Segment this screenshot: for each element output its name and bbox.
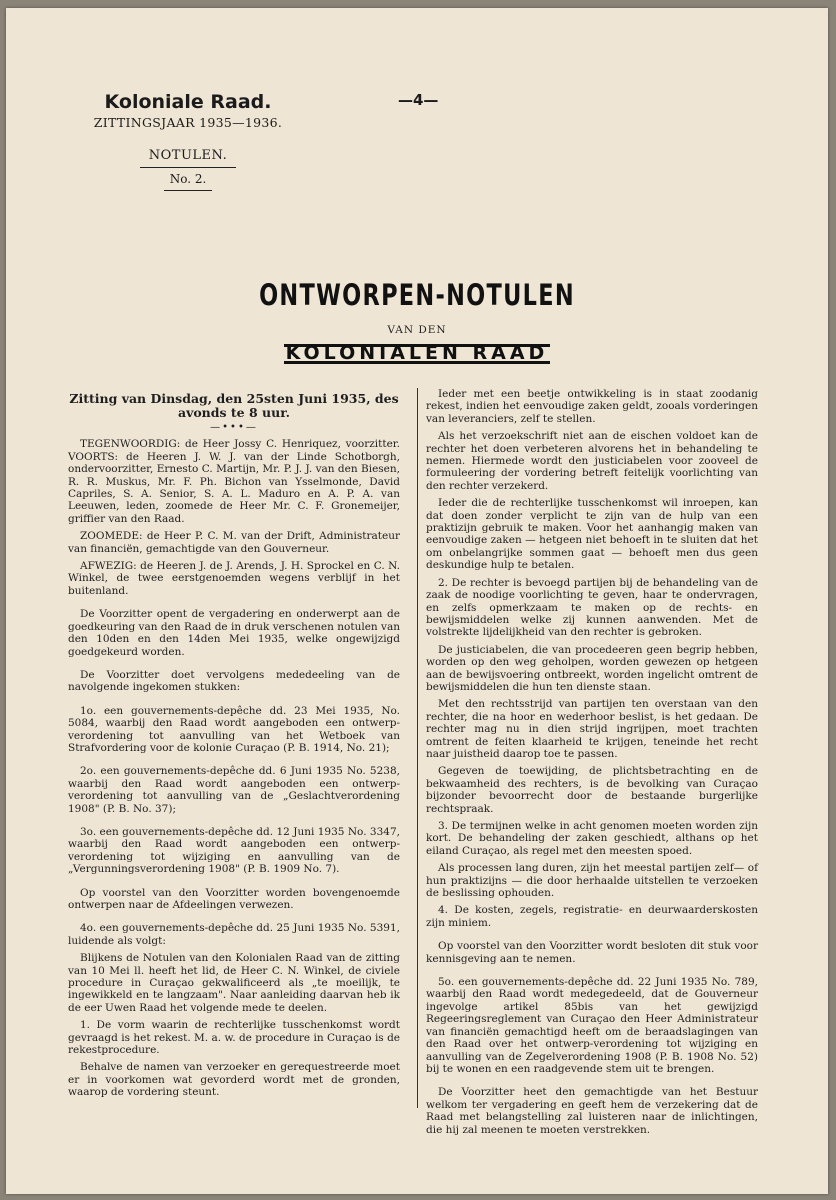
left-column [68, 388, 400, 1104]
issue-number: No. 2. [169, 172, 207, 186]
paragraph: Op voorstel van den Voorzitter wordt besloten dit stuk voor kennisgeving aan te nemen. [426, 940, 758, 965]
session-year: ZITTINGSJAAR 1935—1936. [93, 115, 283, 130]
paragraph: Behalve de namen van verzoeker en gerequestreerde moet er in voorkomen wat gevorderd wordt met de gronden, waarop de vordering steunt. [68, 1061, 400, 1099]
paragraph: Op voorstel van den Voorzitter worden bovengenoemde ontwerpen naar de Afdeelingen verwezen. [68, 886, 400, 911]
paragraph: Als het verzoekschrift niet aan de eischen voldoet kan de rechter het doen verbeteren alvorens het in behandeling te nemen. Hiermede wordt den justiciabelen voor zooveel de formuleering der vordering betreft feitelijk voorlichting van den rechter verzekerd. [426, 430, 758, 492]
paragraph: 5o. een gouvernements-depêche dd. 22 Juni 1935 No. 789, waarbij den Raad wordt medegedeeld, dat de Gouverneur ingevolge artikel 85bis van het gewijzigd Regeeringsreglement van Curaçao den Heer Administrateur van financiën gemachtigd heeft om de beraadslagingen van den Raad over het ontwerp-verordening tot wijziging en aanvulling van de Zegelverordening 1908 (P. B. 1908 No. 52) bij te wonen en een raadgevende stem uit te brengen. [426, 976, 758, 1075]
ornament: —•••— [210, 422, 258, 433]
council-name [6, 342, 828, 364]
paragraph: Ieder die de rechterlijke tusschenkomst wil inroepen, kan dat doen zonder verplicht te zijn van de hulp van een praktizijn gebruik te maken. Voor het aanhangig maken van eenvoudige zaken — hetgeen niet behoeft in te sluiten dat het om onbelangrijke sommen gaat — behoeft men dus geen deskundige hulp te betalen. [426, 497, 758, 572]
title-connector: VAN DEN [387, 324, 447, 336]
paragraph: 2. De rechter is bevoegd partijen bij de behandeling van de zaak de noodige voorlichting te geven, haar te ondervragen, en zelfs opmerkzaam te maken op de rechts- en bewijsmiddelen welke zij kunnen aanwenden. Met de volstrekte lijdelijkheid van den rechter is gebroken. [426, 576, 758, 639]
sitting-heading: Zitting van Dinsdag, den 25sten Juni 1935, des avonds te 8 uur. [69, 391, 399, 420]
paragraph: Gegeven de toewijding, de plichtsbetrachting en de bekwaamheid des rechters, is de bevolking van Curaçao bijzonder bevoorrecht door de bestaande burgerlijke rechtspraak. [426, 765, 758, 815]
organization-name: Koloniale Raad. [104, 91, 272, 113]
paragraph: 3. De termijnen welke in acht genomen moeten worden zijn kort. De behandeling der zaken geschiedt, althans op het eiland Curaçao, als regel met den meesten spoed. [426, 820, 758, 857]
notulen-label: NOTULEN. [148, 148, 228, 163]
attendance-present: TEGENWOORDIG: de Heer Jossy C. Henriquez, voorzitter. VOORTS: de Heeren J. W. J. van der Linde Schotborgh, ondervoorzitter, Ernesto C. Martijn, Mr. P. J. J. van den Biesen, R. R. Muskus, Mr. F. Ph. Bichon van Ysselmonde, David Capriles, S. A. Senior, S. A. L. Maduro en A. P. A. van Leeuwen, leden, zoomede de Heer Mr. C. F. Gronemeijer, griffier van den Raad. [68, 438, 400, 525]
divider-line [164, 190, 212, 191]
document-page [6, 8, 828, 1194]
paragraph: Ieder met een beetje ontwikkeling is in staat zoodanig rekest, indien het eenvoudige zaken geldt, zooals vorderingen van leveranciers, zelf te stellen. [426, 388, 758, 425]
paragraph: Als processen lang duren, zijn het meestal partijen zelf— of hun praktizijns — die door herhaalde uitstellen te verzoeken de beslissing ophouden. [426, 862, 758, 900]
paragraph: De Voorzitter heet den gemachtigde van het Bestuur welkom ter vergadering en geeft hem de verzekering dat de Raad met belangstelling zal luisteren naar de inlichtingen, die hij zal meenen te moeten verstrekken. [426, 1086, 758, 1136]
paragraph: De justiciabelen, die van procedeeren geen begrip hebben, worden op den weg geholpen, worden gewezen op hetgeen aan de bewijsvoering ontbreekt, worden ingelicht omtrent de bewijsmiddelen die hun ten dienste staan. [426, 643, 758, 693]
paragraph: Met den rechtsstrijd van partijen ten overstaan van den rechter, die na hoor en wederhoor beslist, is het gedaan. De rechter mag nu in dien strijd ingrijpen, moet trachten omtrent de feiten klaarheid te krijgen, teneinde het recht naar juistheid daarop toe te passen. [426, 698, 758, 760]
paragraph: 4o. een gouvernements-depêche dd. 25 Juni 1935 No. 5391, luidende als volgt: [68, 922, 400, 947]
paragraph: 4. De kosten, zegels, registratie- en deurwaarderskosten zijn miniem. [426, 904, 758, 929]
paragraph: 1o. een gouvernements-depêche dd. 23 Mei 1935, No. 5084, waarbij den Raad wordt aangeboden een ontwerp-verordening tot aanvulling van het Wetboek van Strafvordering voor de kolonie Curaçao (P. B. 1914, No. 21); [68, 704, 400, 754]
column-divider [417, 388, 418, 1108]
council-name-text: KOLONIALEN RAAD [285, 342, 549, 364]
document-title: ONTWORPEN-NOTULEN [259, 278, 575, 312]
paragraph: De Voorzitter doet vervolgens mededeeling van de navolgende ingekomen stukken: [68, 668, 400, 694]
attendance-absent: AFWEZIG: de Heeren J. de J. Arends, J. H. Sprockel en C. N. Winkel, de twee eerstgenoemden wegens verblijf in het buitenland. [68, 560, 400, 597]
paragraph: Blijkens de Notulen van den Kolonialen Raad van de zitting van 10 Mei ll. heeft het lid, de Heer C. N. Winkel, de civiele procedure in Curaçao gekwalificeerd als „te moeilijk, te ingewikkeld en te langzaam". Naar aanleiding daarvan heb ik de eer Uwen Raad het volgende mede te deelen. [68, 952, 400, 1014]
right-column [426, 388, 758, 1141]
paragraph: 3o. een gouvernements-depêche dd. 12 Juni 1935 No. 3347, waarbij den Raad wordt aangeboden een ontwerp-verordening tot wijziging en aanvulling van de „Vergunningsverordening 1908" (P. B. 1909 No. 7). [68, 825, 400, 876]
divider-line [140, 167, 236, 168]
paragraph: De Voorzitter opent de vergadering en onderwerpt aan de goedkeuring van den Raad de in druk verschenen notulen van den 10den en den 14den Mei 1935, welke ongewijzigd goedgekeurd worden. [68, 608, 400, 658]
attendance-also: ZOOMEDE: de Heer P. C. M. van der Drift, Administrateur van financiën, gemachtigde van den Gouverneur. [68, 530, 400, 555]
masthead [78, 91, 298, 195]
paragraph: 2o. een gouvernements-depêche dd. 6 Juni 1935 No. 5238, waarbij den Raad wordt aangeboden een ontwerp-verordening tot aanvulling van de „Geslachtverordening 1908" (P. B. No. 37); [68, 765, 400, 815]
paragraph: 1. De vorm waarin de rechterlijke tusschenkomst wordt gevraagd is het rekest. M. a. w. de procedure in Curaçao is de rekestprocedure. [68, 1019, 400, 1057]
page-number: —4— [398, 91, 439, 109]
